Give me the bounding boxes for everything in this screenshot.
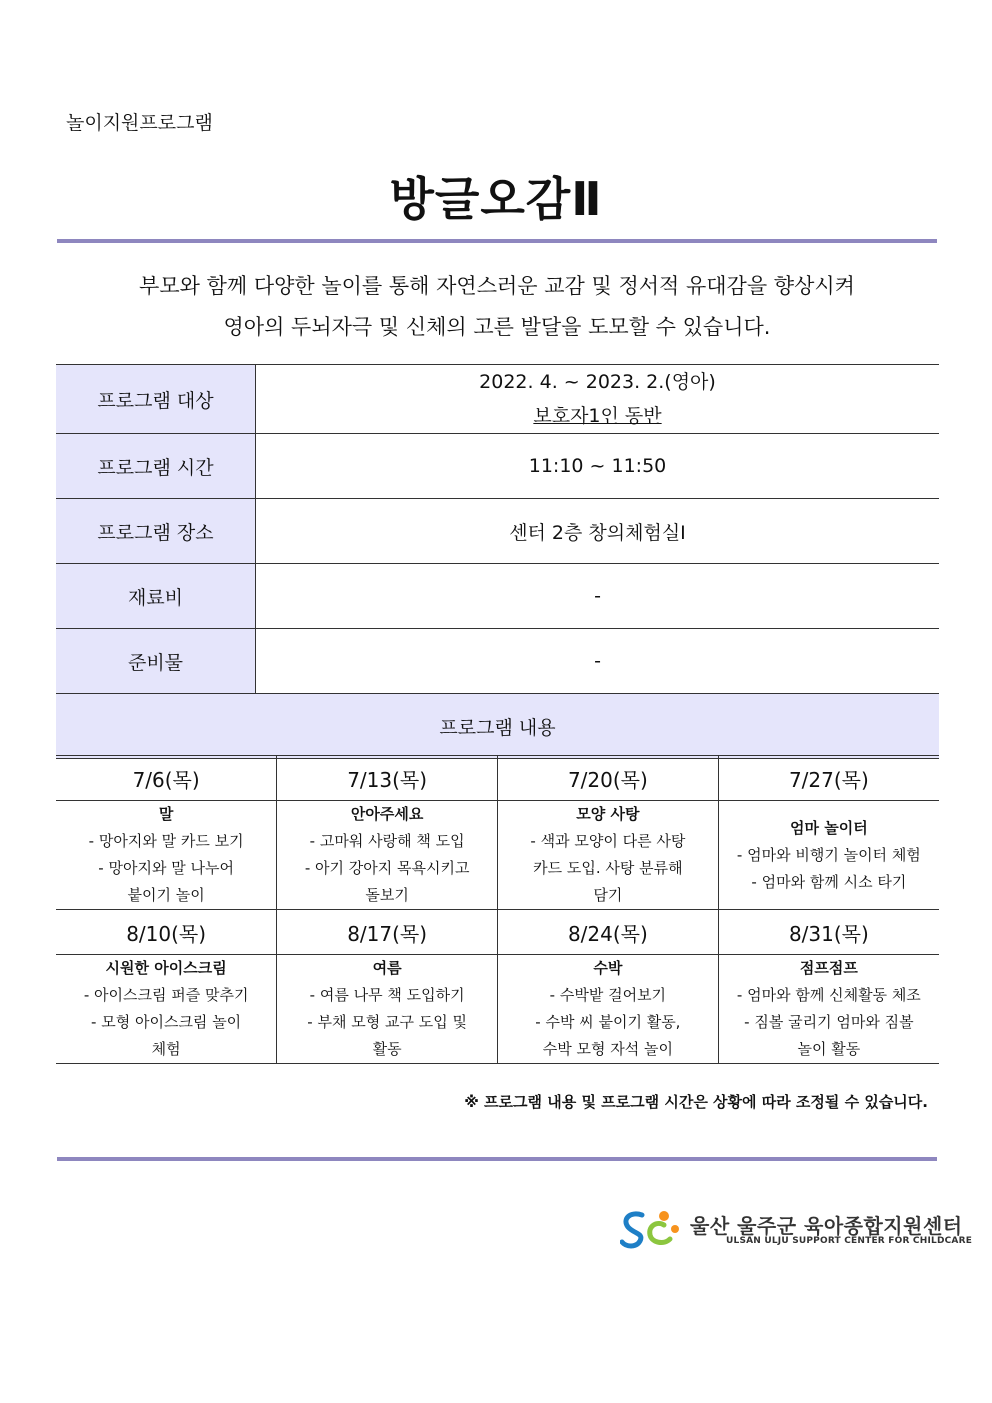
content-header-row (56, 694, 939, 759)
session-title: 수박 (593, 959, 623, 977)
session-date: 7/27(목) (718, 756, 939, 801)
session-line: - 망아지와 말 카드 보기 (88, 832, 244, 850)
session-line: - 수박 씨 붙이기 활동, (535, 1013, 681, 1031)
date-row-1 (56, 756, 939, 801)
session-line: - 여름 나무 책 도입하기 (309, 986, 465, 1004)
content-row-2 (56, 955, 939, 1064)
target-label: 프로그램 대상 (56, 365, 256, 434)
session-line: 카드 도입. 사탕 분류해 (533, 859, 683, 877)
session-content (277, 801, 498, 910)
intro-line-2: 영아의 두뇌자극 및 신체의 고른 발달을 도모할 수 있습니다. (223, 315, 771, 339)
target-period: 2022. 4. ~ 2023. 2.(영아) (479, 371, 716, 393)
session-line: 담기 (593, 886, 623, 904)
session-title: 말 (158, 805, 174, 823)
session-content (498, 955, 719, 1064)
session-title: 여름 (372, 959, 402, 977)
target-guardian: 보호자1인 동반 (533, 405, 662, 427)
place-label: 프로그램 장소 (56, 499, 256, 564)
session-date: 7/6(목) (56, 756, 277, 801)
target-row (56, 365, 939, 434)
center-name: 울산 울주군 육아종합지원센터 (690, 1214, 963, 1238)
top-divider (57, 239, 937, 243)
prep-row (56, 629, 939, 694)
place-value: 센터 2층 창의체험실Ⅰ (256, 499, 940, 564)
prep-value: - (256, 629, 940, 694)
session-line: - 아기 강아지 목욕시키고 (304, 859, 470, 877)
session-content (56, 955, 277, 1064)
session-title: 엄마 놀이터 (790, 818, 868, 837)
session-line: 체험 (151, 1040, 181, 1058)
fee-row (56, 564, 939, 629)
session-line: 활동 (372, 1040, 402, 1058)
session-content (718, 801, 939, 910)
session-line: - 엄마와 비행기 놀이터 체험 (736, 845, 921, 864)
center-logo-icon (620, 1207, 684, 1251)
session-content (718, 955, 939, 1064)
session-line: - 짐볼 굴리기 엄마와 짐볼 (744, 1013, 914, 1031)
session-date: 8/17(목) (277, 910, 498, 955)
intro-line-1: 부모와 함께 다양한 놀이를 통해 자연스러운 교감 및 정서적 유대감을 향상시켜 (139, 274, 855, 298)
session-line: - 색과 모양이 다른 사탕 (530, 832, 686, 850)
session-title: 점프점프 (799, 959, 858, 977)
session-content (277, 955, 498, 1064)
session-title: 안아주세요 (350, 805, 424, 823)
fee-value: - (256, 564, 940, 629)
session-content (498, 801, 719, 910)
session-title: 시원한 아이스크림 (105, 959, 227, 977)
session-date: 7/20(목) (498, 756, 719, 801)
session-line: 붙이기 놀이 (127, 886, 205, 904)
session-line: 놀이 활동 (797, 1040, 861, 1058)
content-header: 프로그램 내용 (56, 694, 939, 759)
session-title: 모양 사탕 (576, 805, 640, 823)
time-value: 11:10 ~ 11:50 (256, 434, 940, 499)
program-category: 놀이지원프로그램 (66, 112, 213, 134)
intro-text (57, 266, 937, 348)
bottom-divider (57, 1157, 937, 1161)
session-line: - 모형 아이스크림 놀이 (91, 1013, 242, 1031)
fee-label: 재료비 (56, 564, 256, 629)
time-row (56, 434, 939, 499)
page-title: 방글오감Ⅱ (389, 172, 603, 226)
date-row-2 (56, 910, 939, 955)
session-line: - 엄마와 함께 신체활동 체조 (736, 986, 921, 1004)
session-line: 돌보기 (365, 886, 409, 904)
content-row-1 (56, 801, 939, 910)
session-line: - 아이스크림 퍼즐 맞추기 (83, 986, 249, 1004)
program-info-table (56, 364, 939, 759)
session-date: 7/13(목) (277, 756, 498, 801)
place-row (56, 499, 939, 564)
session-line: - 수박밭 걸어보기 (549, 986, 667, 1004)
session-content (56, 801, 277, 910)
time-label: 프로그램 시간 (56, 434, 256, 499)
schedule-table (56, 755, 939, 1064)
target-value (256, 365, 940, 434)
session-line: 수박 모형 자석 놀이 (542, 1040, 673, 1058)
schedule-note: ※ 프로그램 내용 및 프로그램 시간은 상황에 따라 조정될 수 있습니다. (464, 1093, 928, 1111)
session-date: 8/31(목) (718, 910, 939, 955)
session-line: - 엄마와 함께 시소 타기 (751, 872, 907, 891)
session-line: - 고마워 사랑해 책 도입 (309, 832, 465, 850)
session-date: 8/24(목) (498, 910, 719, 955)
session-date: 8/10(목) (56, 910, 277, 955)
session-line: - 부채 모형 교구 도입 및 (307, 1013, 467, 1031)
center-name-english: ULSAN ULJU SUPPORT CENTER FOR CHILDCARE (726, 1236, 973, 1246)
prep-label: 준비물 (56, 629, 256, 694)
session-line: - 망아지와 말 나누어 (98, 859, 234, 877)
